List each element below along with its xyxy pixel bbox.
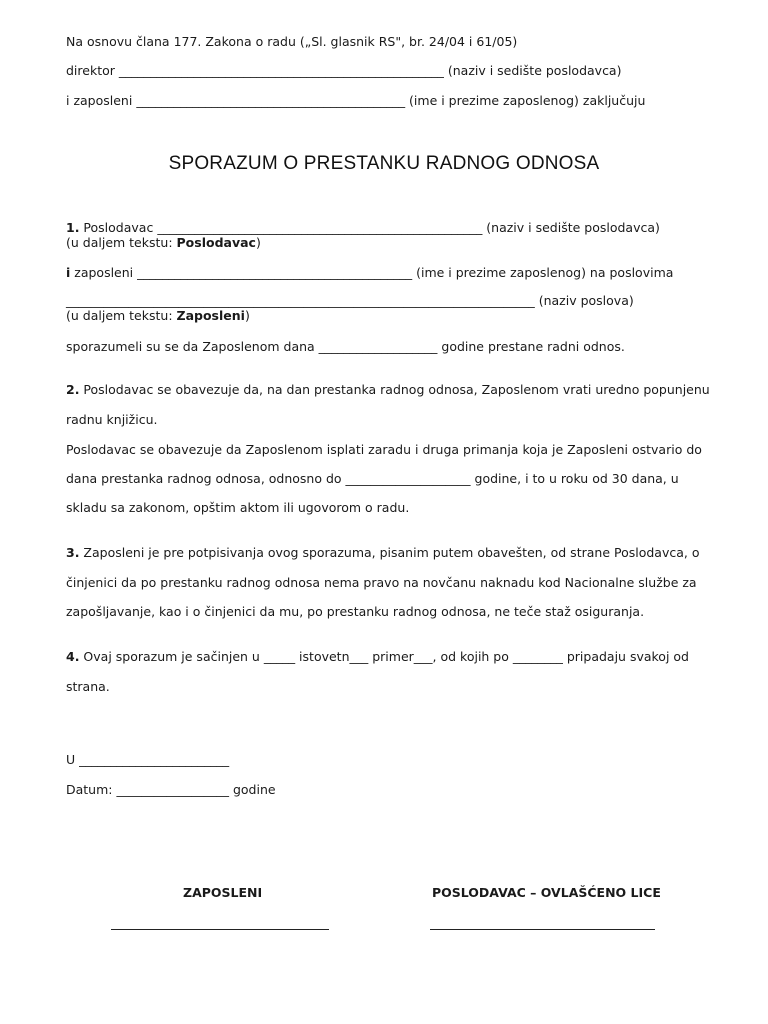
ref-prefix: (u daljem tekstu: — [66, 308, 177, 323]
s4-line2: strana. — [66, 679, 110, 694]
s2-line4 — [66, 471, 679, 487]
ref-term: Zaposleni — [176, 308, 245, 323]
employee-label: i zaposleni — [66, 93, 133, 108]
signature-line-employer[interactable] — [430, 929, 655, 930]
ref-suffix: ) — [255, 235, 261, 250]
agreement-suffix: godine prestane radni odnos. — [437, 339, 625, 354]
s1-employer-line — [66, 220, 660, 236]
s2-line2: radnu knjižicu. — [66, 412, 158, 427]
s2-line1 — [66, 382, 710, 398]
s3-line1 — [66, 545, 699, 561]
document-title: SPORAZUM O PRESTANKU RADNOG ODNOSA — [168, 153, 600, 174]
s2-number: 2. — [66, 382, 80, 397]
s2-text-post: godine, i to u roku od 30 dana, u — [470, 471, 679, 486]
s1-job-hint: (naziv poslova) — [534, 293, 634, 308]
employee-blank[interactable]: ___________________________________________ — [136, 93, 406, 108]
s2-line3: Poslodavac se obavezuje da Zaposlenom isplati zaradu i druga primanja koja je Zaposleni ostvario do — [66, 442, 702, 457]
legal-basis: Na osnovu člana 177. Zakona o radu („Sl. glasnik RS", br. 24/04 i 61/05) — [66, 34, 518, 49]
s3-number: 3. — [66, 545, 80, 560]
s1-agreement-line — [66, 339, 625, 355]
s1-employee-ref — [66, 308, 250, 324]
date-label: Datum: — [66, 782, 117, 797]
signature-line-employee[interactable] — [111, 929, 329, 930]
date-blank[interactable]: __________________ — [116, 782, 229, 797]
ref-term: Poslodavac — [176, 235, 256, 250]
s2-text: dana prestanka radnog odnosa, odnosno do — [66, 471, 346, 486]
signature-label-employee: ZAPOSLENI — [183, 885, 263, 900]
director-line — [66, 63, 621, 79]
s2-line5: skladu sa zakonom, opštim aktom ili ugovorom o radu. — [66, 500, 410, 515]
s3-line2: činjenici da po prestanku radnog odnosa nema pravo na novčanu naknadu kod Nacionalne službe za — [66, 575, 697, 590]
s1-employee-label: zaposleni — [70, 265, 138, 280]
s1-job-line — [66, 293, 634, 309]
director-blank[interactable]: ____________________________________________________ — [118, 63, 444, 78]
director-hint: (naziv i sedište poslodavca) — [447, 63, 622, 78]
s1-employee-i: i — [66, 265, 71, 280]
place-label: U — [66, 752, 80, 767]
s1-employer-blank[interactable]: ____________________________________________________ — [157, 220, 483, 235]
agreement-text: sporazumeli su se da Zaposlenom dana — [66, 339, 319, 354]
place-line — [66, 752, 229, 768]
s1-job-blank[interactable]: ___________________________________________________________________________ — [66, 293, 535, 308]
s1-number: 1. — [66, 220, 80, 235]
s1-employee-blank[interactable]: ____________________________________________ — [137, 265, 413, 280]
employee-line — [66, 93, 645, 109]
s1-employer-ref — [66, 235, 261, 251]
ref-suffix: ) — [244, 308, 250, 323]
place-blank[interactable]: ________________________ — [79, 752, 230, 767]
s4-line1 — [66, 649, 689, 665]
ref-prefix: (u daljem tekstu: — [66, 235, 177, 250]
s1-employee-line — [66, 265, 673, 281]
s2-text: Poslodavac se obavezuje da, na dan prestanka radnog odnosa, Zaposlenom vrati uredno popunjenu — [79, 382, 710, 397]
signature-label-employer: POSLODAVAC – OVLAŠĆENO LICE — [432, 885, 661, 900]
s1-employer-label: Poslodavac — [79, 220, 158, 235]
s4-number: 4. — [66, 649, 80, 664]
s3-line3: zapošljavanje, kao i o činjenici da mu, po prestanku radnog odnosa, ne teče staž osiguranja. — [66, 604, 645, 619]
date-suffix: godine — [228, 782, 276, 797]
s4-text: Ovaj sporazum je sačinjen u _____ istovetn___ primer___, od kojih po ________ pripadaju svakoj od — [79, 649, 689, 664]
s1-employee-hint: (ime i prezime zaposlenog) na poslovima — [412, 265, 674, 280]
employee-hint: (ime i prezime zaposlenog) zaključuju — [409, 93, 646, 108]
date-line — [66, 782, 276, 798]
director-label: direktor — [66, 63, 115, 78]
s1-employer-hint: (naziv i sedište poslodavca) — [482, 220, 660, 235]
s3-text: Zaposleni je pre potpisivanja ovog sporazuma, pisanim putem obavešten, od strane Poslodavca, o — [79, 545, 700, 560]
s2-date-blank[interactable]: ____________________ — [345, 471, 471, 486]
s1-agreement-blank[interactable]: ___________________ — [318, 339, 438, 354]
